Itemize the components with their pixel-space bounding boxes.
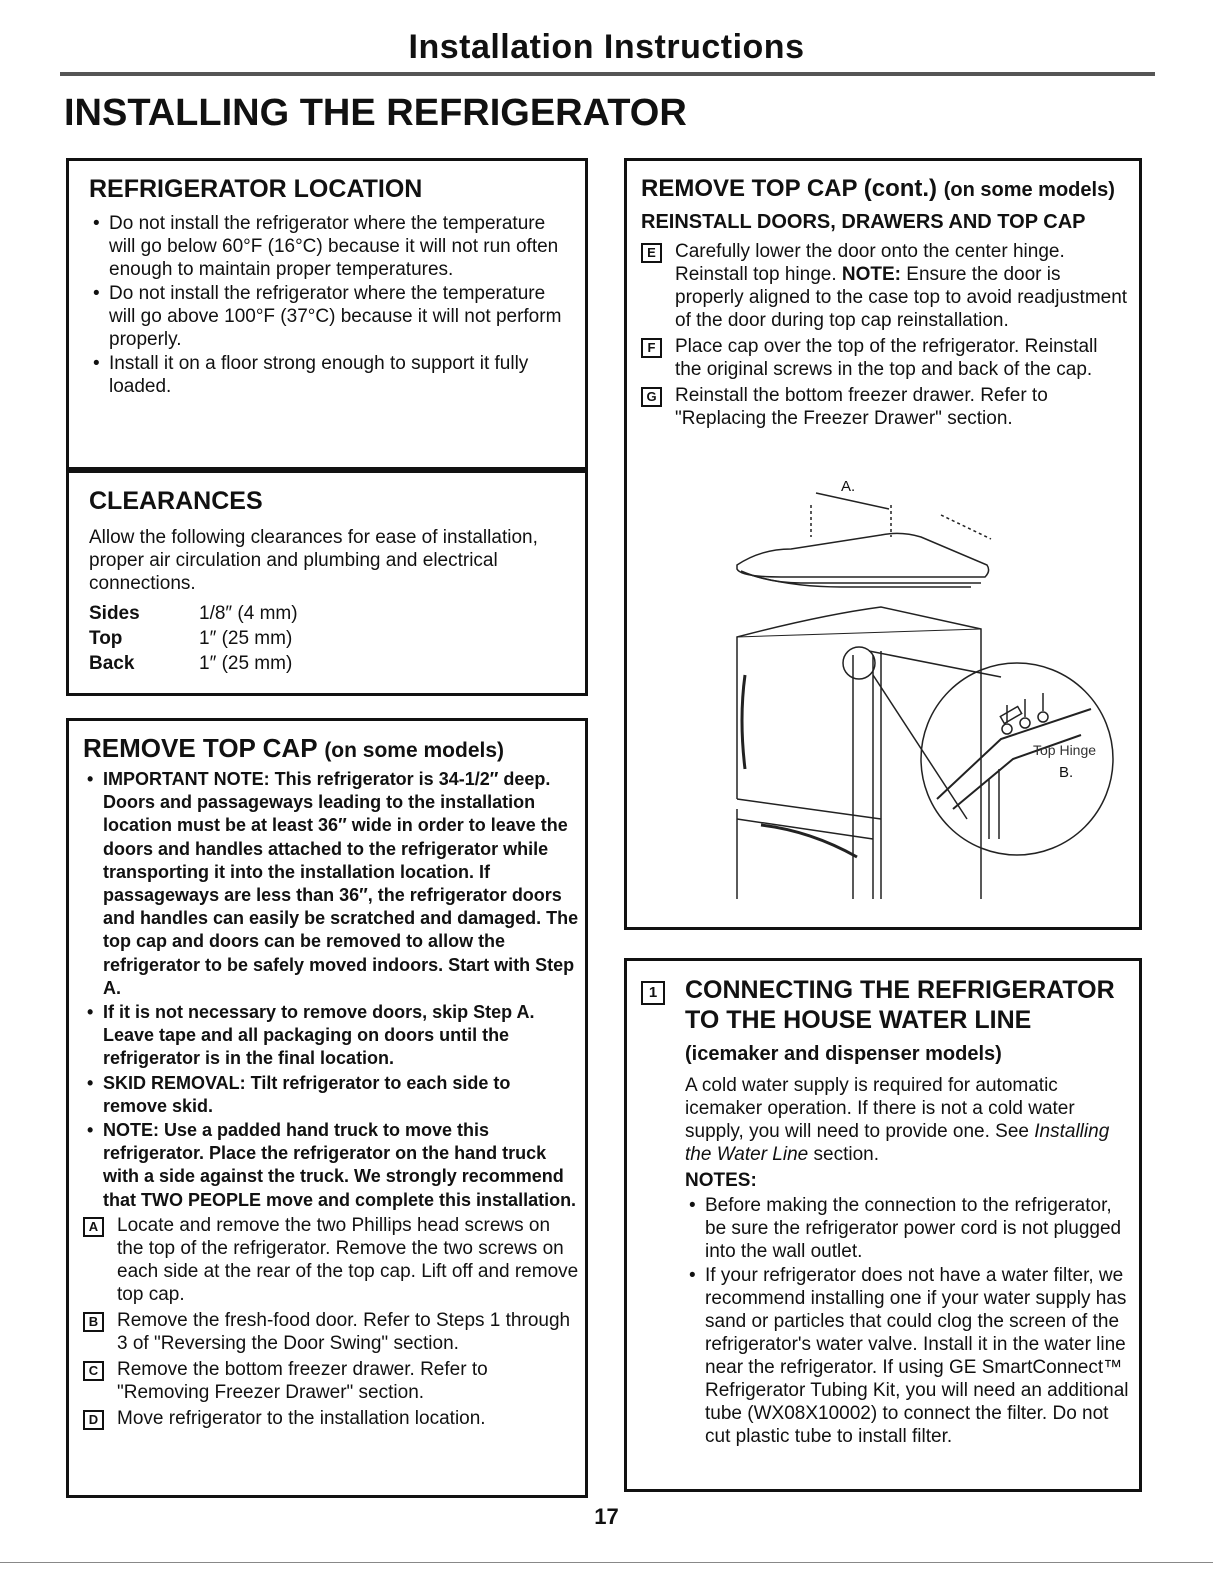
step-note-text: Ensure the door is properly aligned to the case top to avoid readjustment of the door during top cap reinstallation.	[675, 264, 1128, 331]
list-item: • If your refrigerator does not have a water filter, we recommend installing one if your water supply has sand or particles that could clog the screen of the refrigerator's water valve. Install it in the water line near the refrigerator. If using GE SmartConnect™ Refrigerator Tubing Kit, you will need an additional tube (WX08X10002) to connect the filter. Do not cut plastic tube to install filter.	[685, 1264, 1129, 1448]
step-label: A	[83, 1217, 104, 1237]
location-box	[66, 158, 588, 470]
location-list	[89, 212, 567, 398]
clearance-label: Sides	[89, 603, 140, 624]
list-item: • Do not install the refrigerator where the temperature will go below 60°F (16°C) because it will not run often enough to maintain proper temperatures.	[89, 212, 567, 281]
table-row	[89, 626, 567, 651]
table-row	[89, 601, 567, 626]
step-text: Locate and remove the two Phillips head screws on the top of the refrigerator. Remove the two screws on each side at the rear of the top cap. Lift off and remove top cap.	[117, 1214, 579, 1305]
page-number: 17	[594, 1504, 619, 1529]
step-item	[641, 240, 1129, 332]
water-line-intro-text: A cold water supply is required for automatic icemaker operation. If there is not a cold water supply, you will need to provide one. See	[685, 1075, 1075, 1142]
water-line-intro-end: section.	[813, 1144, 879, 1165]
clearance-label: Back	[89, 653, 135, 674]
top-cap-illustration	[641, 479, 1131, 919]
important-notes-list	[83, 768, 579, 1212]
water-line-subtitle: (icemaker and dispenser models)	[685, 1043, 1002, 1065]
step-text: Reinstall the bottom freezer drawer. Refer to "Replacing the Freezer Drawer" section.	[675, 385, 1048, 429]
step-label: B	[83, 1312, 104, 1332]
step-text: Remove the fresh-food door. Refer to Steps 1 through 3 of "Reversing the Door Swing" section.	[117, 1309, 571, 1354]
notes-list	[685, 1194, 1129, 1448]
list-item: • Install it on a floor strong enough to support it fully loaded.	[89, 352, 567, 398]
clearance-value: 1/8″ (4 mm)	[199, 603, 298, 624]
step-item	[641, 335, 1129, 381]
step-label: C	[83, 1361, 104, 1381]
clearances-title: CLEARANCES	[89, 487, 263, 515]
list-item: • NOTE: Use a padded hand truck to move this refrigerator. Place the refrigerator on the hand truck with a side against the truck. We strongly recommend that TWO PEOPLE move and complete this installation.	[83, 1119, 579, 1212]
figure-label-hinge: Top Hinge	[1033, 742, 1097, 758]
step-item	[83, 1309, 579, 1355]
page-heading: INSTALLING THE REFRIGERATOR	[64, 92, 687, 134]
remove-top-cap-title-suffix: (on some models)	[324, 739, 505, 762]
clearances-box	[66, 470, 588, 696]
cont-title-main: REMOVE TOP CAP (cont.)	[641, 175, 938, 202]
step-item	[83, 1214, 579, 1306]
remove-top-cap-cont-title	[641, 175, 1129, 203]
step-item	[641, 384, 1129, 430]
table-row	[89, 651, 567, 676]
remove-top-cap-cont-box	[624, 158, 1142, 930]
clearance-label: Top	[89, 628, 123, 649]
remove-top-cap-title	[83, 733, 579, 764]
step-label: F	[641, 338, 662, 358]
remove-steps	[83, 1214, 579, 1430]
water-line-intro-link: Installing the Water Line	[685, 1121, 1110, 1165]
remove-top-cap-box	[66, 718, 588, 1498]
water-line-step-label: 1	[641, 981, 665, 1005]
step-text: Carefully lower the door onto the center hinge. Reinstall top hinge.	[675, 241, 1065, 285]
clearances-table	[89, 601, 567, 676]
figure-label-b: B.	[1059, 764, 1074, 781]
list-item: • Do not install the refrigerator where the temperature will go above 100°F (37°C) because it will not perform properly.	[89, 282, 567, 351]
step-item	[83, 1407, 579, 1430]
step-text: Move refrigerator to the installation location.	[117, 1407, 486, 1429]
notes-label: NOTES:	[685, 1170, 757, 1191]
cont-subtitle: REINSTALL DOORS, DRAWERS AND TOP CAP	[641, 211, 1086, 233]
list-item: • IMPORTANT NOTE: This refrigerator is 34-1/2″ deep. Doors and passageways leading to the installation location must be at least 36″ wide in order to leave the doors and handles attached to the refrigerator while transporting it into the installation location. If passageways are less than 36″, the refrigerator doors and handles can easily be scratched and damaged. The top cap and doors can be removed to allow the refrigerator to be safely moved indoors. Start with Step A.	[83, 768, 579, 1000]
water-line-box	[624, 958, 1142, 1492]
header-title: Installation Instructions	[408, 28, 805, 66]
clearances-intro: Allow the following clearances for ease of installation, proper air circulation and plumbing and electrical connections.	[89, 527, 538, 594]
water-line-heading	[641, 975, 1129, 1448]
step-label: G	[641, 387, 662, 407]
step-text: Remove the bottom freezer drawer. Refer to "Removing Freezer Drawer" section.	[117, 1358, 488, 1403]
water-line-title-2: TO THE HOUSE WATER LINE	[685, 1006, 1032, 1034]
clearance-value: 1″ (25 mm)	[199, 628, 293, 649]
header-rule	[60, 72, 1155, 76]
list-item: • If it is not necessary to remove doors, skip Step A. Leave tape and all packaging on doors until the refrigerator is in the final location.	[83, 1001, 579, 1071]
step-item	[83, 1358, 579, 1404]
location-title: REFRIGERATOR LOCATION	[89, 175, 423, 203]
list-item: • SKID REMOVAL: Tilt refrigerator to each side to remove skid.	[83, 1072, 579, 1118]
cont-title-suffix: (on some models)	[943, 179, 1115, 201]
step-label: D	[83, 1410, 104, 1430]
remove-top-cap-title-main: REMOVE TOP CAP	[83, 733, 318, 763]
clearance-value: 1″ (25 mm)	[199, 653, 293, 674]
footer-rule	[0, 1562, 1213, 1563]
water-line-intro	[685, 1074, 1129, 1166]
step-text: Place cap over the top of the refrigerator. Reinstall the original screws in the top and back of the cap.	[675, 336, 1098, 380]
step-note-label: NOTE:	[841, 264, 901, 285]
figure-label-a: A.	[841, 479, 856, 495]
water-line-title-1: CONNECTING THE REFRIGERATOR	[685, 976, 1115, 1004]
list-item: • Before making the connection to the refrigerator, be sure the refrigerator power cord is not plugged into the wall outlet.	[685, 1194, 1129, 1263]
step-label: E	[641, 243, 662, 263]
